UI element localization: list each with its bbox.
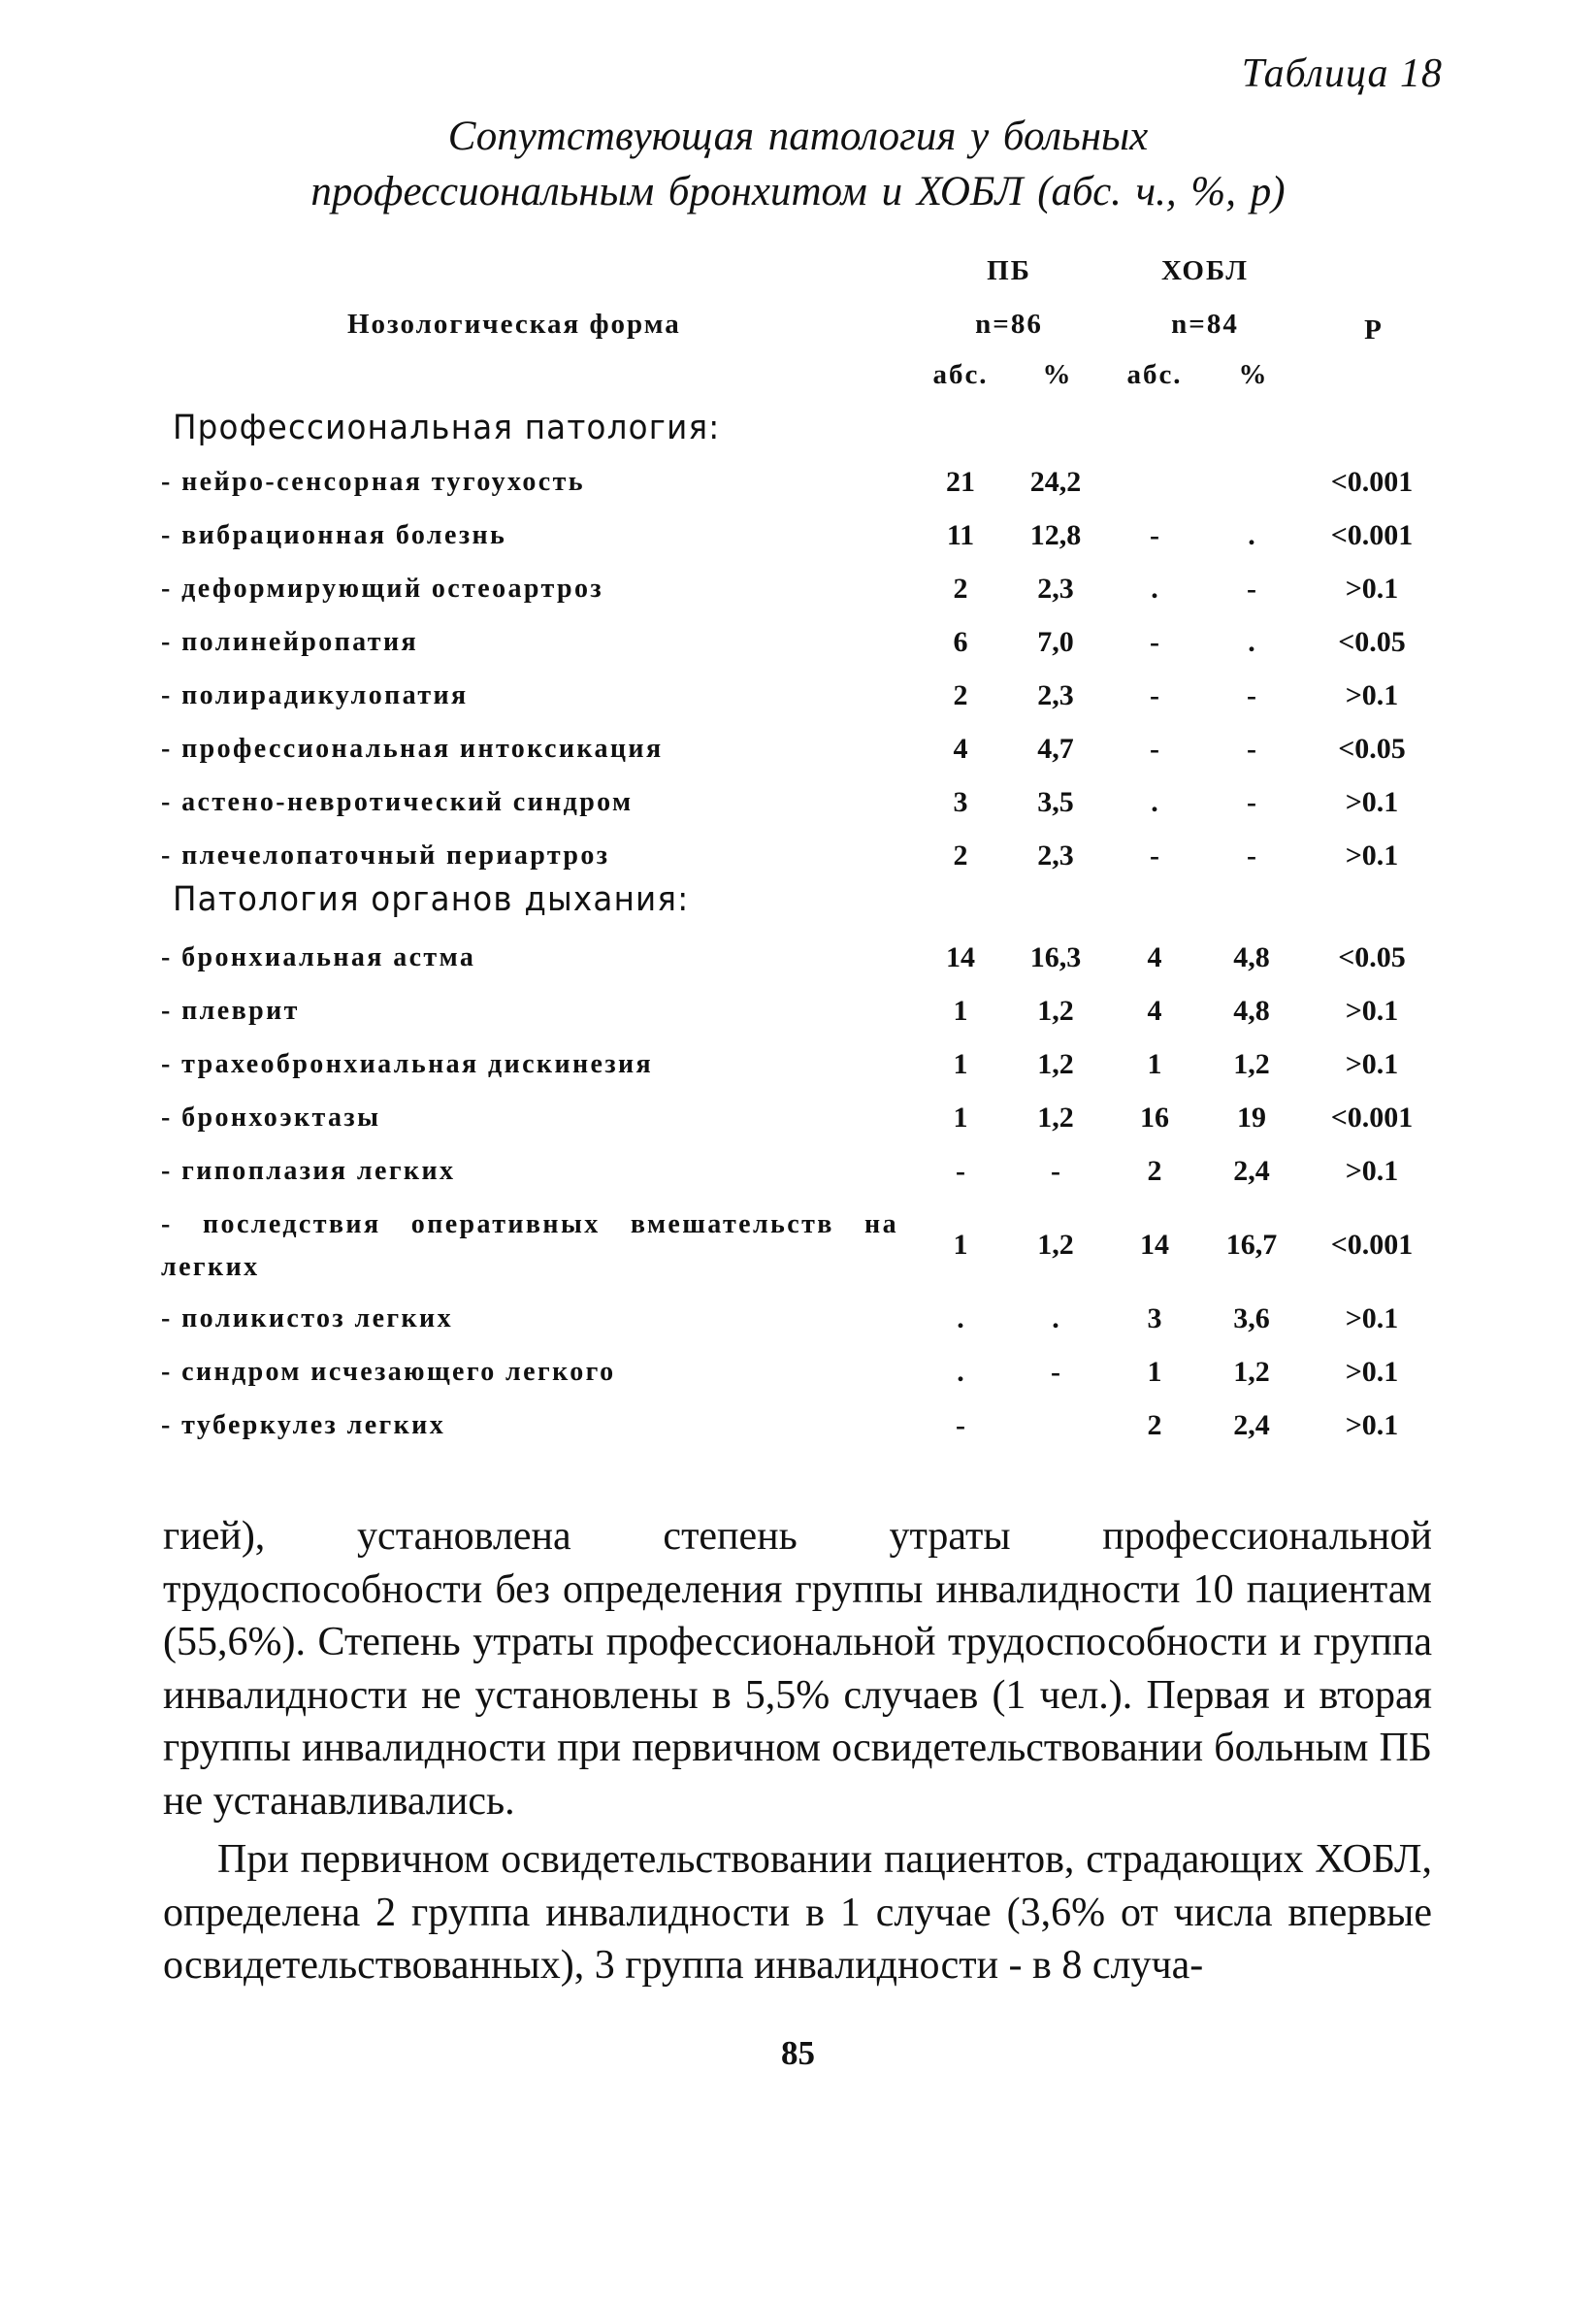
cell-copd-abs: - <box>1150 626 1159 658</box>
table-row <box>0 510 1596 562</box>
cell-nosology: - синдром исчезающего легкого <box>161 1357 616 1387</box>
table-title-line-1: Сопутствующая патология у больных <box>447 114 1149 159</box>
cell-nosology: - гипоплазия легких <box>161 1156 456 1186</box>
cell-copd-abs: 1 <box>1147 1048 1162 1080</box>
cell-copd-pct: 1,2 <box>1233 1048 1270 1080</box>
table-row <box>0 1145 1596 1198</box>
table-row <box>0 932 1596 984</box>
table-row <box>0 616 1596 669</box>
cell-pb-abs: 2 <box>953 839 968 872</box>
cell-pb-abs: 2 <box>953 679 968 711</box>
header-p: P <box>1364 314 1384 345</box>
cell-p-value: <0.05 <box>1338 626 1406 658</box>
table-row <box>0 723 1596 775</box>
cell-pb-abs: 21 <box>946 466 975 498</box>
cell-pb-abs: 2 <box>953 573 968 605</box>
cell-pb-pct: 7,0 <box>1037 626 1074 658</box>
cell-pb-pct: 2,3 <box>1037 839 1074 872</box>
cell-pb-pct: 16,3 <box>1029 941 1082 973</box>
cell-copd-pct: 16,7 <box>1225 1229 1278 1261</box>
cell-copd-pct: - <box>1247 786 1256 818</box>
cell-copd-abs: 16 <box>1140 1102 1169 1134</box>
cell-copd-abs: 1 <box>1147 1356 1162 1388</box>
cell-nosology: - нейро-сенсорная тугоухость <box>161 467 585 497</box>
cell-copd-abs: 4 <box>1147 941 1162 973</box>
cell-copd-abs: 14 <box>1140 1229 1169 1261</box>
cell-pb-abs: 11 <box>946 519 975 551</box>
cell-p-value: <0.001 <box>1330 466 1414 498</box>
cell-nosology: - плечелопаточный периартроз <box>161 840 610 871</box>
cell-p-value: >0.1 <box>1345 1409 1399 1441</box>
header-nosology: Нозологическая форма <box>347 309 681 340</box>
table-row <box>0 670 1596 722</box>
cell-nosology: - последствия оперативных вмешательств на легких <box>161 1209 898 1282</box>
cell-p-value: >0.1 <box>1345 995 1399 1027</box>
header-abs-pb: абс. <box>932 359 989 390</box>
cell-p-value: >0.1 <box>1345 679 1399 711</box>
cell-pb-abs: . <box>957 1302 964 1334</box>
cell-pb-abs: 1 <box>953 1229 968 1261</box>
cell-pb-abs: 1 <box>953 1048 968 1080</box>
cell-p-value: >0.1 <box>1345 839 1399 872</box>
cell-p-value: >0.1 <box>1345 1155 1399 1187</box>
cell-pb-pct: . <box>1052 1302 1059 1334</box>
header-pct-copd: % <box>1238 359 1269 390</box>
cell-nosology: - полирадикулопатия <box>161 680 469 710</box>
cell-p-value: >0.1 <box>1345 786 1399 818</box>
cell-copd-pct: 2,4 <box>1233 1155 1270 1187</box>
paragraph: гией), установлена степень утраты профессиональной трудоспособности без определения группы инвалидности 10 пациентам (55,6%). Степень утраты профессиональной трудоспособности и группа инвалидности не установлены в 5,5% случаев (1 чел.). Первая и вторая группы инвалидности при первичном освидетельствовании больным ПБ не устанавливались. <box>163 1514 1432 1824</box>
cell-nosology: - полинейропатия <box>161 627 419 657</box>
cell-pb-abs: - <box>956 1155 965 1187</box>
cell-copd-abs: 3 <box>1147 1302 1162 1334</box>
body-text <box>163 1510 1432 1992</box>
cell-nosology: - профессиональная интоксикация <box>161 734 664 764</box>
cell-copd-abs: - <box>1150 679 1159 711</box>
cell-copd-abs: . <box>1151 573 1158 605</box>
cell-copd-pct: 19 <box>1237 1102 1266 1134</box>
cell-copd-pct: 4,8 <box>1233 941 1270 973</box>
table-row <box>0 776 1596 829</box>
cell-pb-pct: 3,5 <box>1037 786 1074 818</box>
cell-pb-abs: 6 <box>953 626 968 658</box>
cell-pb-abs: 1 <box>953 1102 968 1134</box>
cell-pb-abs: 1 <box>953 995 968 1027</box>
table-row <box>0 563 1596 615</box>
header-group-pb-n: n=86 <box>975 309 1043 340</box>
cell-copd-pct: - <box>1247 573 1256 605</box>
table-row <box>0 1201 1596 1289</box>
cell-pb-pct: 12,8 <box>1029 519 1082 551</box>
cell-copd-pct: . <box>1248 626 1255 658</box>
cell-copd-abs: - <box>1150 733 1159 765</box>
table-row <box>0 985 1596 1037</box>
table-number: Таблица 18 <box>1241 51 1443 96</box>
cell-p-value: <0.05 <box>1338 941 1406 973</box>
table-title-line-2: профессиональным бронхитом и ХОБЛ (абс. ч., %, р) <box>310 169 1286 214</box>
header-group-copd-n: n=84 <box>1171 309 1239 340</box>
section-title-occupational: Профессиональная патология: <box>173 409 721 447</box>
cell-pb-abs: . <box>957 1356 964 1388</box>
cell-pb-pct: 2,3 <box>1037 679 1074 711</box>
table-row <box>0 456 1596 509</box>
cell-nosology: - бронхиальная астма <box>161 942 476 972</box>
table-row <box>0 1038 1596 1091</box>
cell-pb-pct: - <box>1051 1356 1060 1388</box>
section-title-respiratory: Патология органов дыхания: <box>173 880 690 919</box>
cell-copd-pct: - <box>1247 679 1256 711</box>
cell-copd-abs: - <box>1150 519 1159 551</box>
cell-pb-pct: 24,2 <box>1029 466 1082 498</box>
cell-pb-abs: - <box>956 1409 965 1441</box>
cell-copd-pct: 4,8 <box>1233 995 1270 1027</box>
cell-nosology: - бронхоэктазы <box>161 1102 381 1133</box>
cell-nosology: - плеврит <box>161 996 300 1026</box>
cell-copd-abs: . <box>1151 786 1158 818</box>
page-number: 85 <box>781 2034 815 2072</box>
cell-nosology: - трахеобронхиальная дискинезия <box>161 1049 654 1079</box>
cell-nosology: - астено-невротический синдром <box>161 787 634 817</box>
cell-copd-abs: 2 <box>1147 1409 1162 1441</box>
table-row <box>0 1399 1596 1452</box>
cell-copd-pct: 3,6 <box>1233 1302 1270 1334</box>
cell-copd-abs: - <box>1150 839 1159 872</box>
table-row <box>0 1293 1596 1345</box>
table-row <box>0 1092 1596 1144</box>
cell-p-value: <0.001 <box>1330 519 1414 551</box>
table-row <box>0 1346 1596 1398</box>
cell-copd-pct: 2,4 <box>1233 1409 1270 1441</box>
header-group-copd: ХОБЛ <box>1160 255 1250 286</box>
header-abs-copd: абс. <box>1126 359 1183 390</box>
paragraph: При первичном освидетельствовании пациентов, страдающих ХОБЛ, определена 2 группа инвалидности в 1 случае (3,6% от числа впервые освидетельствованных), 3 группа инвалидности - в 8 случа- <box>163 1837 1432 1988</box>
cell-p-value: <0.001 <box>1330 1229 1414 1261</box>
cell-nosology: - деформирующий остеоартроз <box>161 574 604 604</box>
cell-p-value: <0.05 <box>1338 733 1406 765</box>
cell-copd-abs: 2 <box>1147 1155 1162 1187</box>
cell-copd-pct: 1,2 <box>1233 1356 1270 1388</box>
header-pct-pb: % <box>1042 359 1073 390</box>
cell-pb-pct: 1,2 <box>1037 1048 1074 1080</box>
cell-p-value: >0.1 <box>1345 1302 1399 1334</box>
cell-p-value: >0.1 <box>1345 1356 1399 1388</box>
cell-copd-abs: 4 <box>1147 995 1162 1027</box>
cell-copd-pct: - <box>1247 733 1256 765</box>
header-group-pb: ПБ <box>987 255 1031 286</box>
cell-pb-pct: 1,2 <box>1037 995 1074 1027</box>
cell-p-value: >0.1 <box>1345 1048 1399 1080</box>
table-row <box>0 830 1596 882</box>
cell-pb-pct: - <box>1051 1155 1060 1187</box>
cell-copd-pct: . <box>1248 519 1255 551</box>
cell-pb-pct: 2,3 <box>1037 573 1074 605</box>
cell-pb-pct: 1,2 <box>1037 1229 1074 1261</box>
cell-pb-abs: 14 <box>946 941 975 973</box>
cell-pb-pct: 1,2 <box>1037 1102 1074 1134</box>
cell-p-value: >0.1 <box>1345 573 1399 605</box>
cell-nosology: - туберкулез легких <box>161 1410 446 1440</box>
cell-nosology: - поликистоз легких <box>161 1303 453 1333</box>
cell-nosology: - вибрационная болезнь <box>161 520 507 550</box>
cell-pb-abs: 4 <box>953 733 968 765</box>
table-title <box>0 109 1596 219</box>
cell-pb-abs: 3 <box>953 786 968 818</box>
cell-p-value: <0.001 <box>1330 1102 1414 1134</box>
cell-pb-pct: 4,7 <box>1037 733 1074 765</box>
cell-copd-pct: - <box>1247 839 1256 872</box>
